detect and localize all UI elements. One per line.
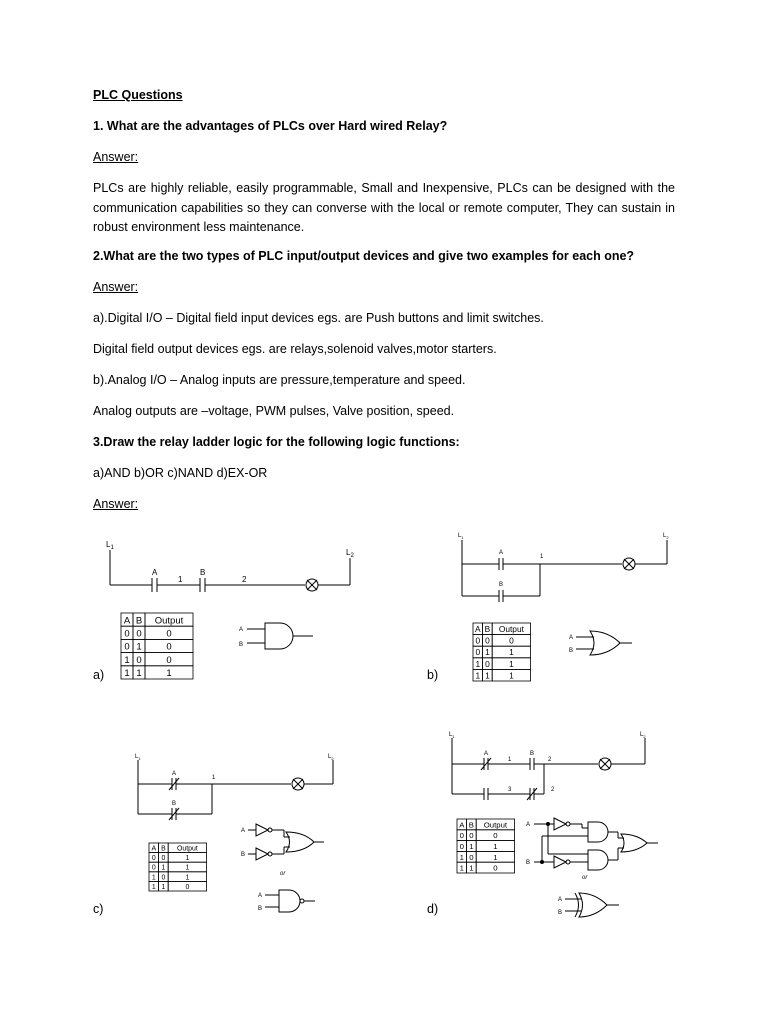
rung-label-2-top: 2 [548, 757, 552, 763]
truth-table-cell: 0 [485, 635, 490, 646]
svg-text:or: or [280, 871, 286, 877]
contact-b-label: B [530, 751, 535, 757]
rail-right-label: $L_2$ [346, 548, 354, 559]
xor-equivalent-gates [522, 810, 662, 878]
gate-input-b-label: B [258, 906, 263, 912]
truth-table-nand [148, 842, 208, 892]
truth-table-or [472, 622, 532, 682]
truth-table-cell: 0 [166, 628, 172, 640]
truth-table-cell: 1 [509, 670, 514, 681]
nand-gate-symbol [255, 886, 320, 916]
contact-b-label: B [200, 568, 206, 577]
gate-input-a-label: A [569, 635, 574, 641]
truth-table-cell: 1 [493, 842, 498, 852]
rung-label-1: 1 [178, 575, 183, 584]
truth-table-cell: 0 [151, 864, 156, 872]
truth-table-cell: 1 [151, 883, 156, 891]
truth-table-header: A [151, 845, 157, 853]
contact-a-label: A [484, 751, 489, 757]
answer-label-2: Answer: [93, 280, 139, 294]
truth-table-header: Output [483, 820, 508, 830]
truth-table-cell: 1 [475, 670, 481, 681]
gate-input-a-label: A [241, 828, 246, 834]
gate-input-b-label: B [239, 642, 244, 648]
nand-equivalent-gates [238, 818, 328, 868]
truth-table-header: B [135, 615, 143, 627]
contact-a-label: A [499, 550, 504, 556]
answer-2-line-2: Digital field output devices egs. are relays,solenoid valves,motor starters. [93, 342, 497, 356]
truth-table-cell: 1 [493, 852, 498, 862]
truth-table-cell: 1 [185, 864, 190, 872]
truth-table-cell: 0 [459, 831, 464, 841]
contact-b-label: B [499, 582, 504, 588]
answer-2-line-3: b).Analog I/O – Analog inputs are pressure,temperature and speed. [93, 373, 466, 387]
rail-left-label: $L_1$ [458, 533, 464, 540]
truth-table-cell: 1 [459, 852, 464, 862]
truth-table-cell: 1 [124, 654, 130, 666]
truth-table-cell: 0 [459, 842, 464, 852]
answer-2-line-4: Analog outputs are –voltage, PWM pulses, Valve position, speed. [93, 404, 455, 418]
truth-table-cell: 0 [136, 654, 142, 666]
gate-input-b-label: B [558, 910, 563, 916]
truth-table-and [120, 612, 195, 680]
truth-table-cell: 0 [475, 635, 481, 646]
truth-table-cell: 0 [136, 628, 142, 640]
truth-table-cell: 0 [124, 641, 130, 653]
truth-table-header: B [161, 845, 166, 853]
rung-label-1: 1 [508, 757, 512, 763]
diagram-d-label: d) [427, 902, 439, 916]
truth-table-cell: 1 [136, 668, 142, 680]
truth-table-header: A [459, 820, 465, 830]
truth-table-cell: 1 [485, 647, 490, 658]
truth-table-cell: 0 [493, 863, 498, 873]
truth-table-cell: 0 [493, 831, 498, 841]
truth-table-cell: 0 [475, 647, 481, 658]
rung-label-2-bottom: 2 [551, 787, 555, 793]
rung-label-1: 1 [540, 554, 544, 560]
truth-table-cell: 0 [124, 628, 130, 640]
gate-input-a-label: A [258, 893, 263, 899]
truth-table-cell: 1 [475, 658, 481, 669]
or-gate-symbol [566, 627, 636, 659]
question-1: 1. What are the advantages of PLCs over Hard wired Relay? [93, 119, 448, 133]
truth-table-cell: 0 [166, 654, 172, 666]
truth-table-cell: 0 [469, 852, 474, 862]
rail-left-label: $L_1$ [106, 540, 114, 551]
truth-table-cell: 1 [509, 658, 514, 669]
truth-table-cell: 1 [185, 874, 190, 882]
truth-table-cell: 1 [509, 647, 514, 658]
truth-table-header: Output [498, 624, 524, 635]
or-text-c [278, 866, 298, 878]
truth-table-cell: 0 [166, 641, 172, 653]
truth-table-header: Output [177, 845, 198, 853]
gate-input-b-label: B [526, 860, 531, 866]
truth-table-cell: 1 [124, 668, 130, 680]
truth-table-cell: 1 [166, 668, 172, 680]
rail-left-label: $L_1$ [135, 754, 141, 761]
question-3: 3.Draw the relay ladder logic for the following logic functions: [93, 435, 460, 449]
truth-table-cell: 0 [161, 855, 166, 863]
truth-table-cell: 1 [469, 842, 474, 852]
truth-table-cell: 0 [161, 874, 166, 882]
rail-right-label: $L_2$ [663, 533, 669, 540]
truth-table-header: A [475, 624, 481, 635]
truth-table-cell: 1 [136, 641, 142, 653]
gate-input-b-label: B [241, 852, 246, 858]
answer-2-line-1: a).Digital I/O – Digital field input devices egs. are Push buttons and limit switches. [93, 311, 544, 325]
truth-table-cell: 0 [469, 831, 474, 841]
rail-right-label: $L_2$ [640, 732, 646, 739]
truth-table-header: Output [154, 615, 184, 627]
contact-b-label: B [172, 801, 177, 807]
truth-table-cell: 1 [185, 855, 190, 863]
truth-table-cell: 1 [459, 863, 464, 873]
truth-table-cell: 1 [485, 670, 490, 681]
truth-table-cell: 0 [509, 635, 514, 646]
rail-left-label: $L_1$ [449, 732, 455, 739]
truth-table-cell: 0 [185, 883, 190, 891]
and-gate-symbol [235, 616, 325, 656]
ladder-diagram-or [452, 528, 682, 610]
rung-label-2: 2 [242, 575, 247, 584]
truth-table-cell: 1 [161, 864, 166, 872]
diagram-c-label: c) [93, 902, 104, 916]
ladder-diagram-xor [440, 728, 660, 810]
or-text-d [580, 870, 600, 882]
rail-right-label: $L_2$ [328, 754, 334, 761]
answer-label-1: Answer: [93, 150, 139, 164]
gate-input-a-label: A [526, 822, 531, 828]
rung-label-3: 3 [508, 787, 512, 793]
ladder-diagram-nand [128, 748, 348, 828]
truth-table-cell: 1 [469, 863, 474, 873]
answer-1-text: PLCs are highly reliable, easily programmable, Small and Inexpensive, PLCs can be designed with the communication capabilities so they can converse with the local or remote computer, They can sustain in robust environment less maintenance. [93, 181, 675, 234]
rung-label-1: 1 [212, 775, 216, 781]
gate-input-b-label: B [569, 648, 574, 654]
diagram-a-label: a) [93, 668, 105, 682]
svg-text:or: or [582, 875, 588, 881]
contact-a-label: A [172, 771, 177, 777]
truth-table-xor [456, 818, 516, 874]
question-3-subparts: a)AND b)OR c)NAND d)EX-OR [93, 466, 268, 480]
xor-gate-symbol [555, 890, 625, 920]
truth-table-cell: 1 [161, 883, 166, 891]
truth-table-header: B [484, 624, 491, 635]
question-2: 2.What are the two types of PLC input/output devices and give two examples for each one? [93, 249, 635, 263]
truth-table-header: A [123, 615, 131, 627]
answer-label-3: Answer: [93, 497, 139, 511]
page-heading: PLC Questions [93, 88, 183, 102]
gate-input-a-label: A [239, 627, 244, 633]
contact-a-label: A [152, 568, 158, 577]
truth-table-cell: 0 [485, 658, 490, 669]
truth-table-cell: 1 [151, 874, 156, 882]
truth-table-cell: 0 [151, 855, 156, 863]
truth-table-header: B [468, 820, 474, 830]
diagram-b-label: b) [427, 668, 439, 682]
gate-input-a-label: A [558, 897, 563, 903]
